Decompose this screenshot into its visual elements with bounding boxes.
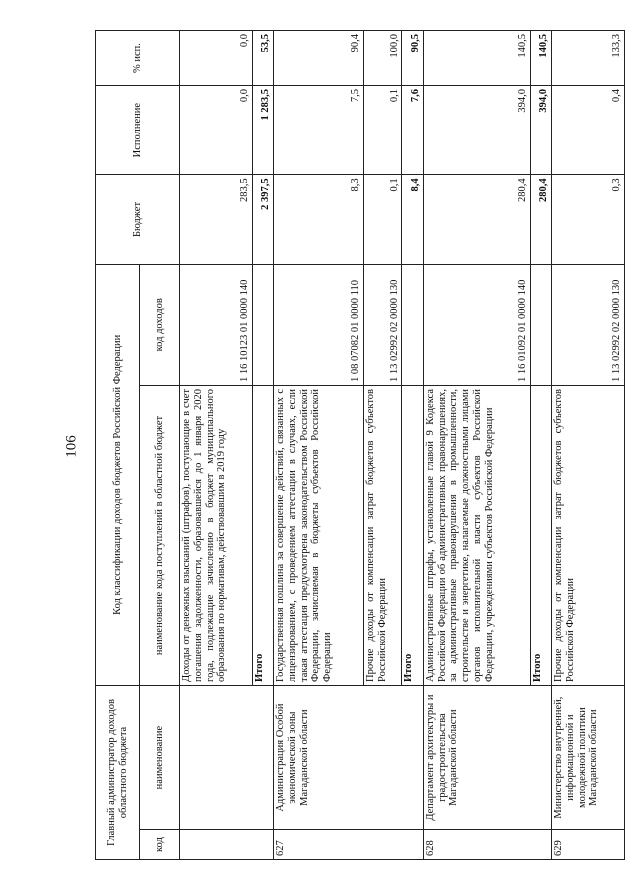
total-code <box>530 264 551 385</box>
revenue-description: Государственная пошлина за совершение действий, связанных с лицензированием, с проведением аттестации в случаях, если такая аттестация предусмотрена законодательством Российской Федерации, зачисляемая в бюджеты субъектов Российской Федерации <box>274 385 364 685</box>
header-admin-group: Главный администратор доходов областного бюджета <box>96 685 140 859</box>
total-label: Итого <box>402 385 423 685</box>
admin-name: Министерство внутренней, информационной и молодежной политики Магаданской области <box>552 685 625 829</box>
total-budget: 2 397,5 <box>252 175 273 264</box>
header-kod-dohodov: код доходов <box>140 264 180 385</box>
admin-code <box>180 830 274 860</box>
revenue-code: 1 13 02992 02 0000 130 <box>363 264 402 385</box>
table-row <box>423 31 530 860</box>
total-budget: 8,4 <box>402 175 423 264</box>
rotated-table-container <box>95 30 625 860</box>
revenue-code: 1 08 07082 01 0000 110 <box>274 264 364 385</box>
page-number: 106 <box>63 435 80 458</box>
budget-value: 0,3 <box>552 175 625 264</box>
revenue-description: Прочие доходы от компенсации затрат бюджетов субъектов Российской Федерации <box>552 385 625 685</box>
revenue-code: 1 16 10123 01 0000 140 <box>180 264 253 385</box>
pct-value: 133,3 <box>552 31 625 86</box>
total-pct: 90,5 <box>402 31 423 86</box>
table-row <box>274 31 364 860</box>
exec-value: 0,1 <box>363 86 402 175</box>
revenue-code: 1 16 01092 01 0000 140 <box>423 264 530 385</box>
pct-value: 100,0 <box>363 31 402 86</box>
budget-value: 8,3 <box>274 175 364 264</box>
total-exec: 1 283,5 <box>252 86 273 175</box>
pct-value: 0,0 <box>180 31 253 86</box>
total-exec: 7,6 <box>402 86 423 175</box>
header-pct: % исп. <box>96 31 180 86</box>
revenue-description: Доходы от денежных взысканий (штрафов), поступающие в счет погашения задолженности, образовавшейся до 1 января 2020 года, подлежащие зачислению в бюджет муниципального образования по нормативам, действовавшим в 2019 году <box>180 385 253 685</box>
admin-name: Департамент архитектуры и градостроительства Магаданской области <box>423 685 551 829</box>
header-exec: Исполнение <box>96 86 180 175</box>
admin-code: 628 <box>423 830 551 860</box>
admin-code: 629 <box>552 830 625 860</box>
total-label: Итого <box>530 385 551 685</box>
total-pct: 140,5 <box>530 31 551 86</box>
admin-name <box>180 685 274 829</box>
header-naim: наименование <box>140 685 180 829</box>
budget-value: 280,4 <box>423 175 530 264</box>
admin-code: 627 <box>274 830 424 860</box>
table-row <box>552 31 625 860</box>
budget-value: 283,5 <box>180 175 253 264</box>
pct-value: 140,5 <box>423 31 530 86</box>
budget-value: 0,1 <box>363 175 402 264</box>
revenue-code: 1 13 02992 02 0000 130 <box>552 264 625 385</box>
pct-value: 90,4 <box>274 31 364 86</box>
revenue-description: Прочие доходы от компенсации затрат бюджетов субъектов Российской Федерации <box>363 385 402 685</box>
header-classif-group: Код классификации доходов бюджетов Российской Федерации <box>96 264 140 685</box>
exec-value: 7,5 <box>274 86 364 175</box>
revenue-table <box>95 30 625 860</box>
total-code <box>402 264 423 385</box>
total-budget: 280,4 <box>530 175 551 264</box>
table-row <box>180 31 253 860</box>
total-exec: 394,0 <box>530 86 551 175</box>
exec-value: 0,0 <box>180 86 253 175</box>
total-pct: 53,5 <box>252 31 273 86</box>
exec-value: 394,0 <box>423 86 530 175</box>
revenue-description: Административные штрафы, установленные главой 9 Кодекса Российской Федерации об административных правонарушениях, за административные правонарушения в промышленности, строительстве и энергетике, налагаемые должностными лицами органов исполнительной власти субъектов Российской Федерации, учреждениями субъектов Российской Федерации <box>423 385 530 685</box>
header-kod: код <box>140 830 180 860</box>
header-budget: Бюджет <box>96 175 180 264</box>
exec-value: 0,4 <box>552 86 625 175</box>
total-label: Итого <box>252 385 273 685</box>
admin-name: Администрация Особой экономической зоны Магаданской области <box>274 685 424 829</box>
header-naim-kod: наименование кода поступлений в областной бюджет <box>140 385 180 685</box>
total-code <box>252 264 273 385</box>
